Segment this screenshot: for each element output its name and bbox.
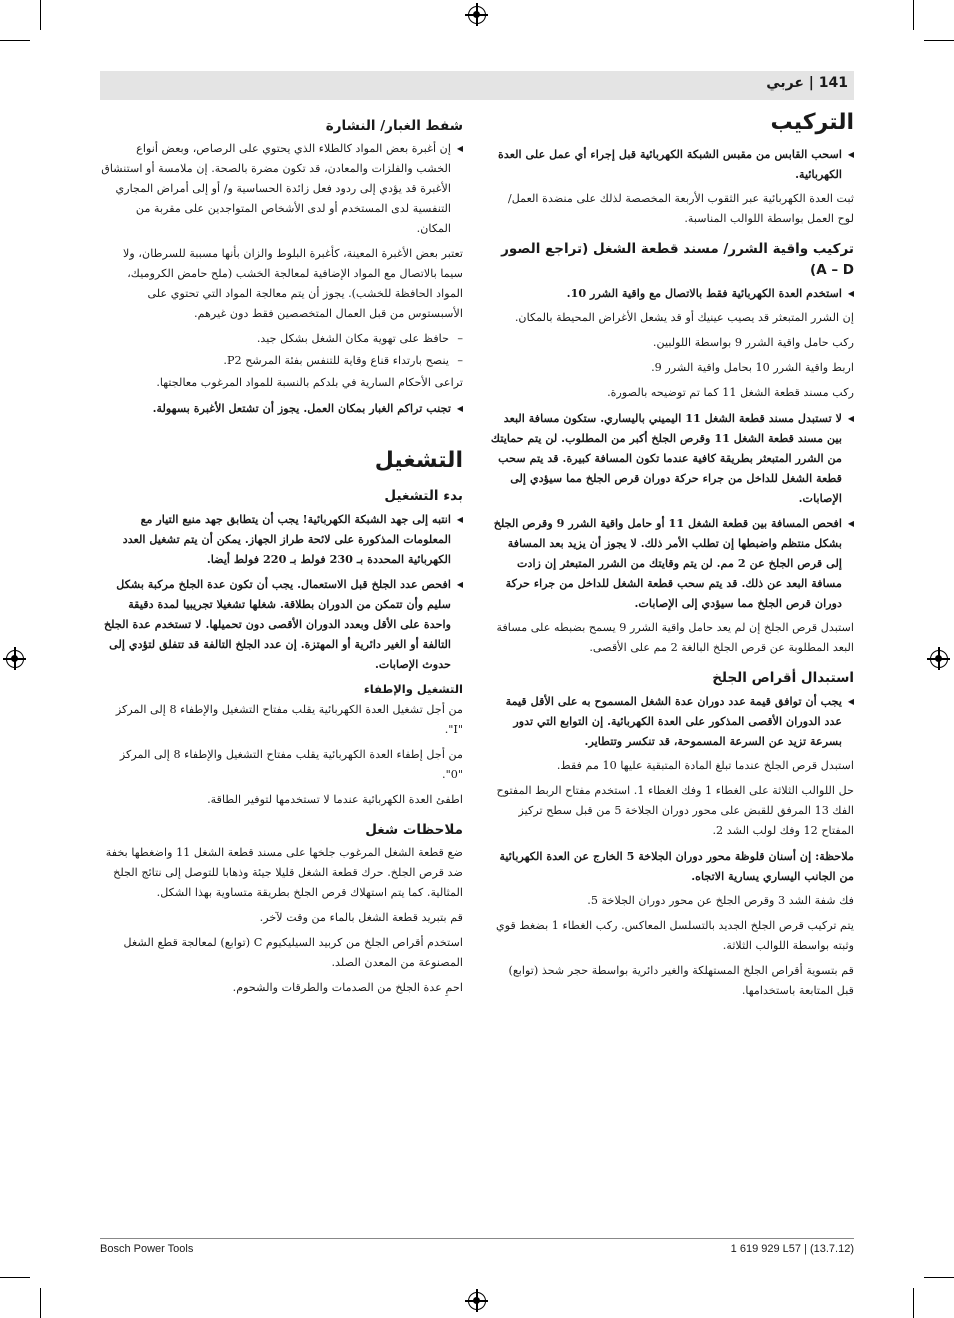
- section-title-operation: التشغيل: [374, 448, 463, 473]
- subheading-working-advice: ملاحظات شغل: [365, 822, 463, 838]
- crop-mark: [924, 40, 954, 41]
- paragraph: تعتبر بعض الأغبرة المعينة، كأغبرة البلوط والزان بأنها مسببة للسرطان، ولا سيما بالاتصال مع المواد الإضافية لمعالجة الخشب (ملح حامض الكروميك، المواد الحافظة للخشب). يجوز أن يتم معالجة المواد التي تحتوي على الأسبستوس من قبل العمال المتخصصين فقط دون غيرهم.: [123, 247, 463, 320]
- paragraph: احمِ عدة الجلخ من الصدمات والطرقات والشحوم.: [232, 981, 463, 994]
- warning-paragraph: ◀ استخدم العدة الكهربائية فقط بالاتصال مع واقية الشرر 10.: [490, 283, 854, 303]
- warning-paragraph: ◀ يجب أن توافق قيمة عدد دوران عدة الشغل المسموح به على الأقل قيمة عدد الدوران الأقصى المذكور على العدة الكهربائية. إن التوابع التي تدور بسرعة تزيد عن السرعة المسموحة، قد تنكسر وتتطاير.: [490, 691, 854, 751]
- paragraph: من أجل تشغيل العدة الكهربائية يقلب مفتاح التشغيل والإطفاء 8 إلى المركز "I".: [115, 703, 463, 736]
- subheading-spark-guard: تركيب واقية الشرر/ مسند قطعة الشغل (تراجع الصور A – D): [501, 241, 854, 278]
- paragraph: استبدل قرص الجلخ إن لم يعد حامل واقية الشرر 9 يسمح بضبطه على مسافة البعد المطلوبة عن قرص الجلخ البالغة 2 مم على الأقصى.: [496, 621, 854, 654]
- subheading-replace-discs: استبدال أقراص الجلخ: [712, 670, 854, 686]
- subheading-start-up: بدء التشغيل: [384, 488, 463, 504]
- paragraph: تراعى الأحكام السارية في بلدكم بالنسبة للمواد المرغوب معالجتها.: [156, 376, 463, 389]
- registration-mark-icon: [6, 650, 24, 668]
- footer-divider: [100, 1238, 854, 1239]
- dash-list-item: – حافظ على تهوية مكان الشغل بشكل جيد.: [100, 329, 463, 349]
- paragraph: ركب مسند قطعة الشغل 11 كما تم توضيحه بالصورة.: [607, 386, 854, 399]
- page-header-bar: [100, 71, 854, 100]
- warning-paragraph: ◀ افحص عدد الجلخ قبل الاستعمال. يجب أن تكون عدة الجلخ مركبة بشكل سليم وأن تتمكن من الدوران بطلاقة. شغلها تشغيلا تجريبيا لمدة دقيقة واحدة على الأقل وبعدد الدوران الأقصى دون تحميلها. لا تستخدم عدة الجلخ التالفة أو الغير دائرية أو المهتزة. إن عدد الجلخ التالفة قد تتفلق لتؤدي إلى حدوث الإصابات.: [100, 574, 463, 674]
- crop-mark: [913, 1288, 914, 1318]
- paragraph: فك شفة الشد 3 وقرص الجلخ عن محور دوران الجلاخة 5.: [587, 894, 854, 907]
- registration-mark-icon: [468, 1292, 486, 1310]
- crop-mark: [913, 0, 914, 30]
- paragraph: قم بتسوية أقراص الجلخ المستهلكة والغير دائرية بواسطة حجر شحذ (توابع) قبل المتابعة باستخدامها.: [508, 964, 854, 997]
- paragraph: اطفئ العدة الكهربائية عندما لا تستخدمها لتوفير الطاقة.: [207, 793, 463, 806]
- footer-document-code: 1 619 929 L57 | (13.7.12): [730, 1243, 854, 1255]
- paragraph: حل اللوالب الثلاثة على الغطاء 1 وفك الغطاء 1. استخدم مفتاح الربط المفتوح الفك 13 المرفق للقبض على محور دوران الجلاخة 5 من قبل سطح تركيز المفتاح 12 وفك لولب الشد 2.: [496, 784, 854, 837]
- crop-mark: [0, 1277, 30, 1278]
- subheading-switch-on-off: التشغيل والإطفاء: [363, 682, 463, 696]
- warning-paragraph: ◀ لا تستبدل مسند قطعة الشغل 11 اليميني باليساري. ستكون مسافة البعد بين مسند قطعة الشغل 11 وقرص الجلخ أكبر من المطلوب. لن يتم حمايتك من الشرر المتبعثر بطريقة كافية عندما تكون المسافة كبيرة. قد يتم سحب قطعة الشغل للداخل من جراء حركة دوران قرص الجلخ مما سيؤدي إلى الإصابات.: [490, 408, 854, 508]
- paragraph: استخدم أقراص الجلخ من كربيد السيليكيوم C (توابع) لمعالجة قطع الشغل المصنوعة من المعدن الصلد.: [123, 936, 463, 969]
- warning-paragraph: ◀ انتبه إلى جهد الشبكة الكهربائية! يجب أن يتطابق جهد منبع التيار مع المعلومات المذكورة على لائحة طراز الجهاز. يمكن أن يتم تشغيل العدد الكهربائية المحددة بـ 230 فولط بـ 220 فولط أيضا.: [100, 509, 463, 569]
- paragraph: اربط واقية الشرر 10 بحامل واقية الشرر 9.: [651, 361, 854, 374]
- crop-mark: [40, 1288, 41, 1318]
- left-column: [100, 108, 463, 1003]
- paragraph: من أجل إطفاء العدة الكهربائية يقلب مفتاح التشغيل والإطفاء 8 إلى المركز "0".: [119, 748, 463, 781]
- paragraph: ثبت العدة الكهربائية عبر الثقوب الأربعة المخصصة لذلك على منضدة العمل/ لوح العمل بواسطة اللوالب المناسبة.: [507, 192, 854, 225]
- paragraph: ركب حامل واقية الشرر 9 بواسطة اللولبين.: [652, 336, 854, 349]
- right-column: [490, 108, 854, 1006]
- warning-paragraph: ◀ اسحب القابس من مقبس الشبكة الكهربائية قبل إجراء أي عمل على العدة الكهربائية.: [490, 144, 854, 184]
- dash-list-item: – ينصح بارتداء قناع وقاية للتنفس بفئة المرشح P2.: [100, 351, 463, 371]
- registration-mark-icon: [468, 6, 486, 24]
- page-number: 141 | عربي: [766, 75, 848, 91]
- warning-paragraph: ◀ افحص المسافة بين قطعة الشغل 11 أو حامل واقية الشرر 9 وقرص الجلخ بشكل منتظم واضبطها إن تطلب الأمر ذلك. لا يجوز أن يزيد بعد المسافة إلى قرص الجلخ عن 2 مم. لن يتم وقايتك من الشرر المتبعثر إن زادت مسافة البعد عن ذلك. قد يتم سحب قطعة الشغل للداخل من جراء حركة دوران قرص الجلخ مما سيؤدي إلى الإصابات.: [490, 513, 854, 613]
- crop-mark: [0, 40, 30, 41]
- paragraph: يتم تركيب قرص الجلخ الجديد بالتسلسل المعاكس. ركب الغطاء 1 بضغط قوي وثبته بواسطة اللوالب الثلاثة.: [495, 919, 854, 952]
- warning-paragraph: ◀ إن أغبرة بعض المواد كالطلاء الذي يحتوي على الرصاص، وبعض أنواع الخشب والفلزات والمعادن، قد تكون مضرة بالصحة. إن ملامسة أو استنشاق الأغبرة قد يؤدي إلى ردود فعل زائدة الحساسية و/ أو إلى أمراض المجاري التنفسية لدى المستخدم أو لدى الأشخاص المتواجدين على مقربة من المكان.: [100, 139, 463, 239]
- paragraph: استبدل قرص الجلخ عندما تبلغ المادة المتبقية عليها 10 مم فقط.: [556, 759, 854, 772]
- footer-brand: Bosch Power Tools: [100, 1243, 194, 1255]
- registration-mark-icon: [930, 650, 948, 668]
- paragraph: ضع قطعة الشغل المرغوب جلخها على مسند قطعة الشغل 11 واضغطها بخفة ضد قرص الجلخ. حرك قطعة الشغل قليلا جيئة وذهابا للتوصل إلى نتائج الجلخ المثالية. كما يتم استهلاك قرص الجلخ بطريقة متساوية بهذا الشكل.: [105, 846, 463, 899]
- crop-mark: [40, 0, 41, 30]
- section-title-assembly: التركيب: [770, 110, 854, 135]
- paragraph: قم بتبريد قطعة الشغل بالماء من وقت لآخر.: [259, 911, 463, 924]
- note-paragraph: ملاحظة: إن أسنان قلوظة محور دوران الجلاخة 5 الخارج عن العدة الكهربائية من الجانب اليساري يسارية الاتجاه.: [499, 849, 854, 883]
- warning-paragraph: ◀ تجنب تراكم الغبار بمكان العمل. يجوز أن تشتعل الأغبرة بسهولة.: [100, 398, 463, 418]
- paragraph: إن الشرر المتبعثر قد يصيب عينيك أو قد يشعل الأغراض المحيطة بالمكان.: [514, 311, 854, 324]
- subheading-dust-extraction: شفط الغبار/ النشارة: [325, 118, 463, 134]
- crop-mark: [924, 1277, 954, 1278]
